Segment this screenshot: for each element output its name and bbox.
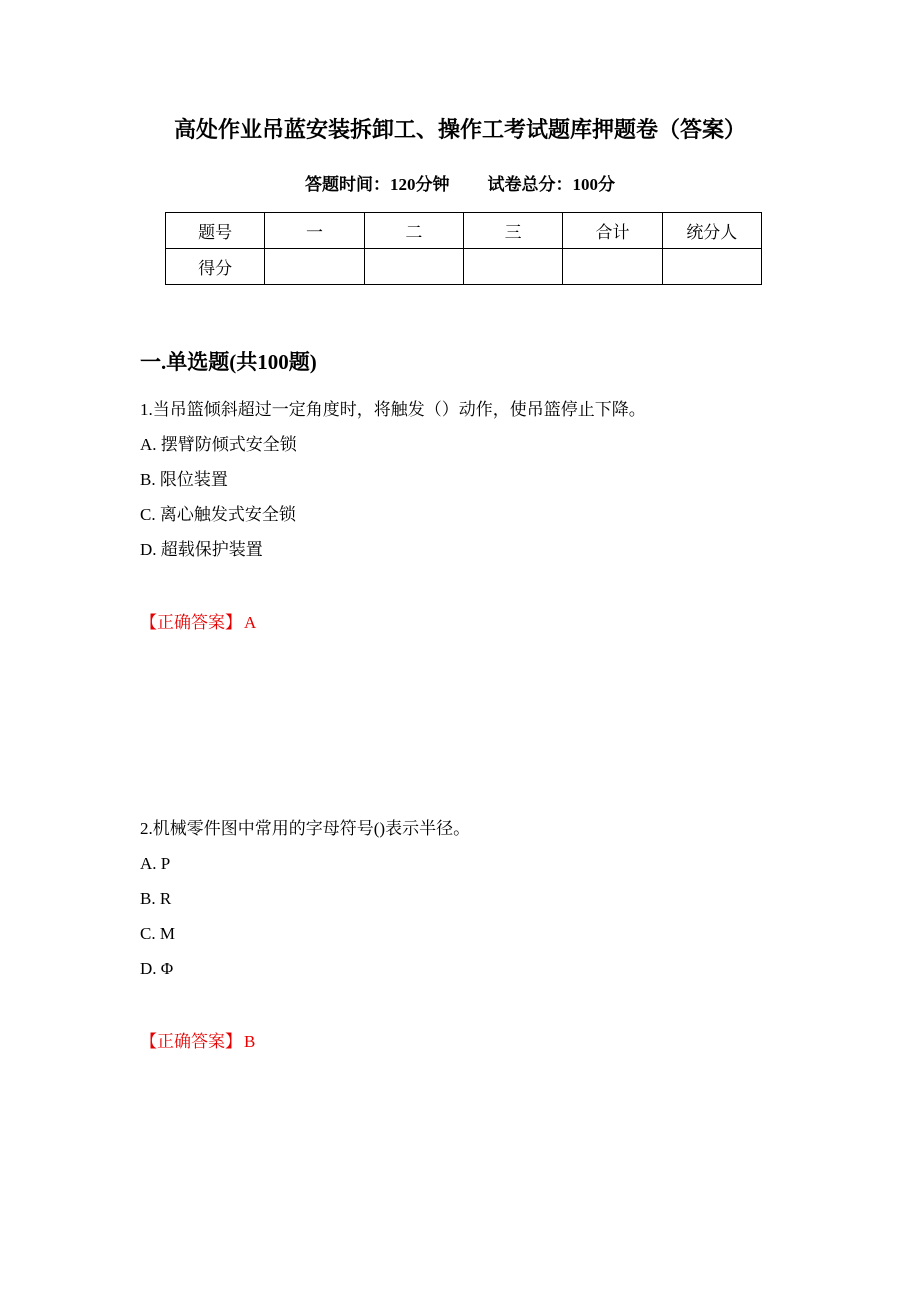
question-2-number: 2. (140, 819, 153, 838)
question-1-stem: 当吊篮倾斜超过一定角度时，将触发（）动作，使吊篮停止下降。 (152, 400, 646, 419)
answer-value: B (244, 1032, 256, 1051)
exam-time-label: 答题时间：120分钟 (305, 175, 450, 194)
question-1 (140, 400, 920, 633)
score-cell-two (364, 249, 463, 285)
question-1-answer (140, 613, 920, 633)
question-2-option-a: A. P (140, 854, 171, 873)
header-cell-three: 三 (463, 213, 562, 249)
question-1-option-a: A. 摆臂防倾式安全锁 (140, 435, 297, 454)
answer-label: 【正确答案】 (140, 613, 242, 632)
question-1-option-c: C. 离心触发式安全锁 (140, 505, 296, 524)
question-2-option-c: C. M (140, 924, 175, 943)
question-1-option-d: D. 超载保护装置 (140, 540, 263, 559)
section-heading: 一.单选题(共100题) (140, 350, 317, 374)
exam-score-label: 试卷总分：100分 (487, 175, 615, 194)
question-1-option-b: B. 限位装置 (140, 470, 228, 489)
question-1-number: 1. (140, 400, 153, 419)
question-2-option-d: D. Φ (140, 959, 174, 978)
question-2-text (140, 819, 920, 839)
header-cell-tihao: 题号 (166, 213, 265, 249)
question-2 (140, 819, 920, 1052)
header-cell-total: 合计 (563, 213, 662, 249)
question-2-option-b: B. R (140, 889, 172, 908)
header-cell-scorer: 统分人 (662, 213, 761, 249)
question-1-text (140, 400, 920, 420)
answer-value: A (244, 613, 257, 632)
answer-label: 【正确答案】 (140, 1032, 242, 1051)
score-row-label: 得分 (166, 249, 265, 285)
score-cell-three (463, 249, 562, 285)
page-title: 高处作业吊蓝安装拆卸工、操作工考试题库押题卷（答案） (173, 117, 746, 142)
exam-meta (0, 175, 920, 195)
score-table (165, 212, 762, 285)
score-cell-scorer (662, 249, 761, 285)
score-table-header-row (166, 213, 762, 249)
header-cell-one: 一 (265, 213, 364, 249)
header-cell-two: 二 (364, 213, 463, 249)
question-2-stem: 机械零件图中常用的字母符号()表示半径。 (152, 819, 471, 838)
question-2-answer (140, 1032, 920, 1052)
score-cell-one (265, 249, 364, 285)
score-table-score-row (166, 249, 762, 285)
score-cell-total (563, 249, 662, 285)
